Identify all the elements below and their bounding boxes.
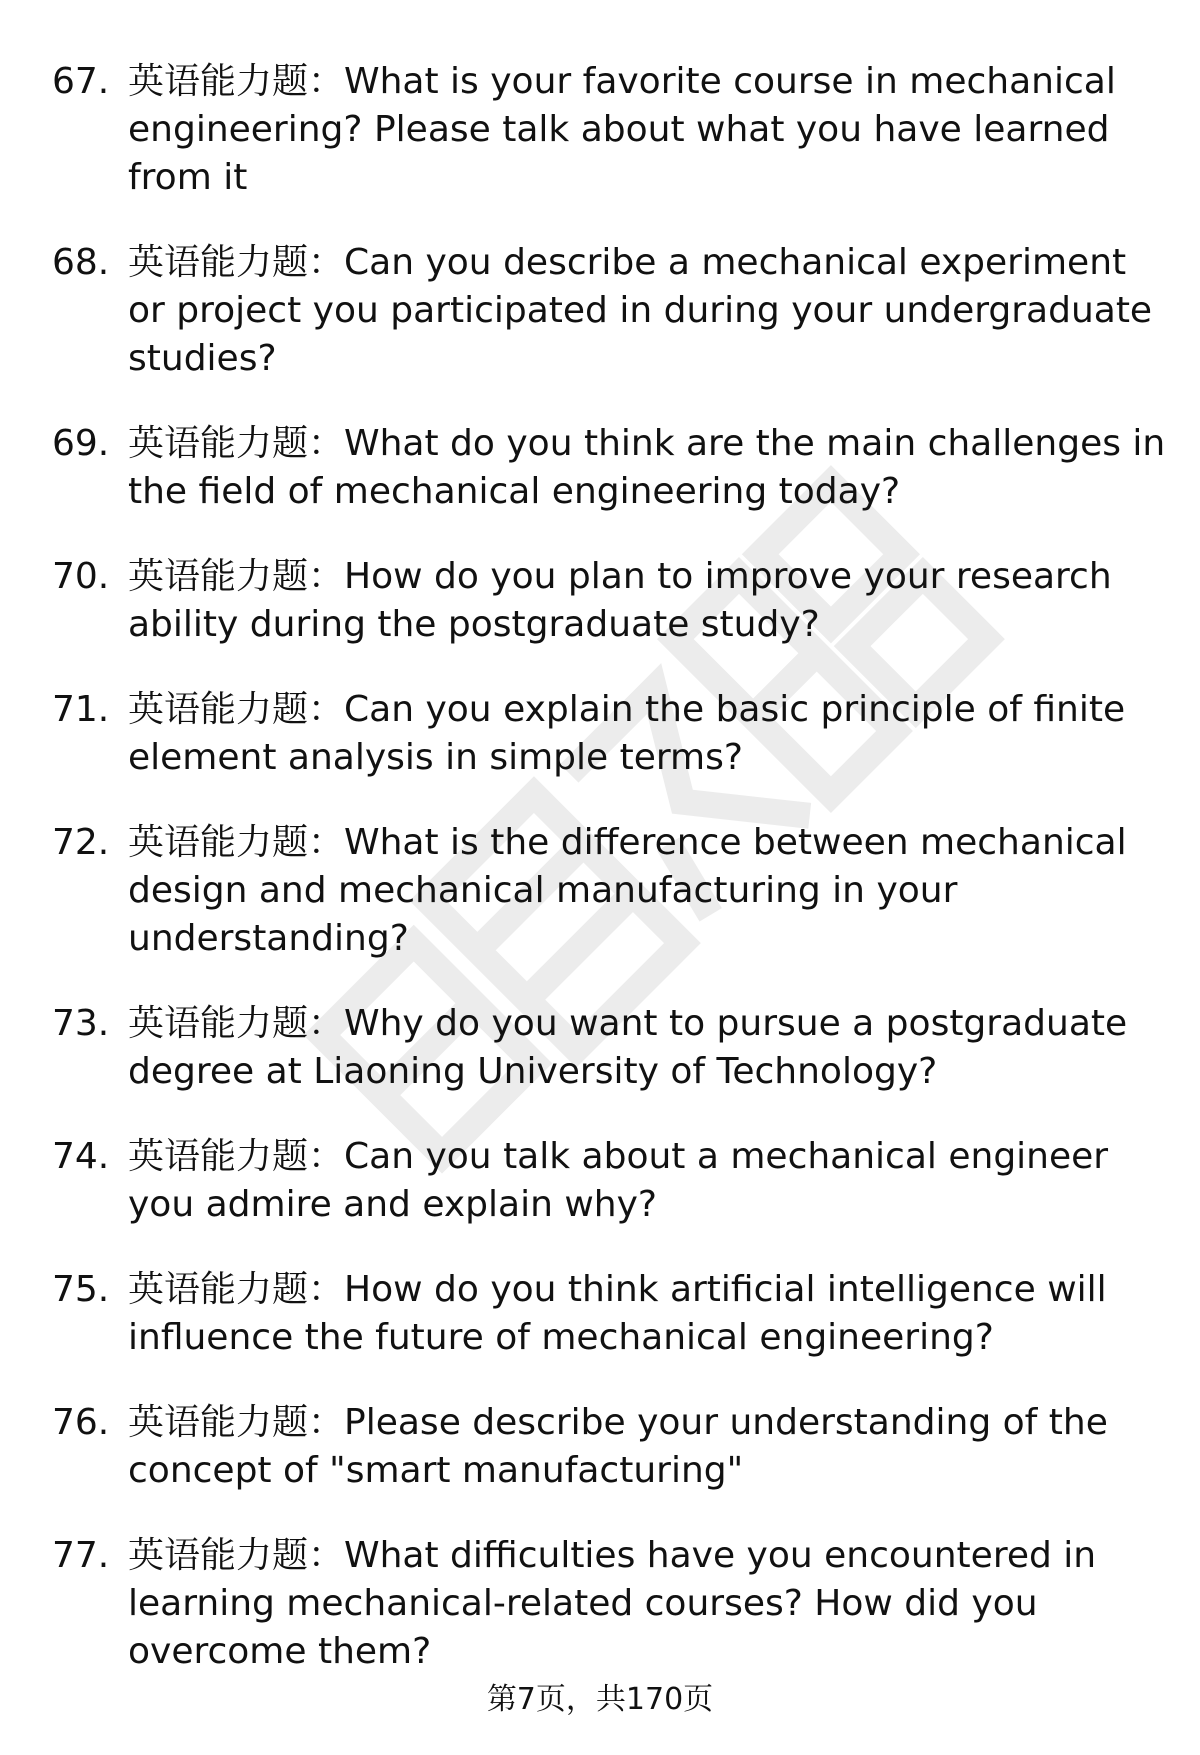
question-text: What is your favorite course in mechanical engineering? Please talk about what you have learned from it (128, 61, 1116, 198)
question-number: 69. (52, 423, 110, 464)
question-prefix: 英语能力题： (128, 1535, 345, 1576)
question-number: 76. (52, 1402, 110, 1443)
question-item (0, 553, 1200, 649)
question-number: 70. (52, 556, 110, 597)
question-item (0, 58, 1200, 202)
question-text: Can you talk about a mechanical engineer you admire and explain why? (128, 1136, 1109, 1225)
question-text: Why do you want to pursue a postgraduate degree at Liaoning University of Technology? (128, 1003, 1128, 1092)
question-item (0, 819, 1200, 963)
question-prefix: 英语能力题： (128, 1269, 345, 1310)
question-text: What do you think are the main challenges in the field of mechanical engineering today? (128, 423, 1166, 512)
question-number: 77. (52, 1535, 110, 1576)
question-item (0, 1133, 1200, 1229)
question-number: 71. (52, 689, 110, 730)
question-prefix: 英语能力题： (128, 1402, 345, 1443)
page-number-label: 第7页，共170页 (486, 1682, 714, 1717)
question-text: How do you think artificial intelligence will influence the future of mechanical engineering? (128, 1269, 1107, 1358)
question-text: What difficulties have you encountered in learning mechanical-related courses? How did you overcome them? (128, 1535, 1097, 1672)
question-text: Can you describe a mechanical experiment or project you participated in during your undergraduate studies? (128, 242, 1153, 379)
question-number: 72. (52, 822, 110, 863)
question-item (0, 1399, 1200, 1495)
question-prefix: 英语能力题： (128, 689, 345, 730)
question-text: Please describe your understanding of the concept of "smart manufacturing" (128, 1402, 1108, 1491)
question-prefix: 英语能力题： (128, 822, 345, 863)
question-prefix: 英语能力题： (128, 556, 345, 597)
question-item (0, 239, 1200, 383)
page-footer (0, 1680, 1200, 1720)
question-text: What is the difference between mechanical design and mechanical manufacturing in your understanding? (128, 822, 1127, 959)
question-item (0, 1266, 1200, 1362)
question-number: 67. (52, 61, 110, 102)
question-prefix: 英语能力题： (128, 242, 345, 283)
question-item (0, 1532, 1200, 1676)
question-text: How do you plan to improve your research ability during the postgraduate study? (128, 556, 1112, 645)
question-number: 73. (52, 1003, 110, 1044)
question-number: 68. (52, 242, 110, 283)
question-prefix: 英语能力题： (128, 423, 345, 464)
question-prefix: 英语能力题： (128, 1003, 345, 1044)
question-number: 74. (52, 1136, 110, 1177)
question-prefix: 英语能力题： (128, 61, 345, 102)
question-text: Can you explain the basic principle of finite element analysis in simple terms? (128, 689, 1126, 778)
question-item (0, 686, 1200, 782)
question-number: 75. (52, 1269, 110, 1310)
question-item (0, 420, 1200, 516)
question-item (0, 1000, 1200, 1096)
question-list (0, 58, 1200, 1713)
question-prefix: 英语能力题： (128, 1136, 345, 1177)
